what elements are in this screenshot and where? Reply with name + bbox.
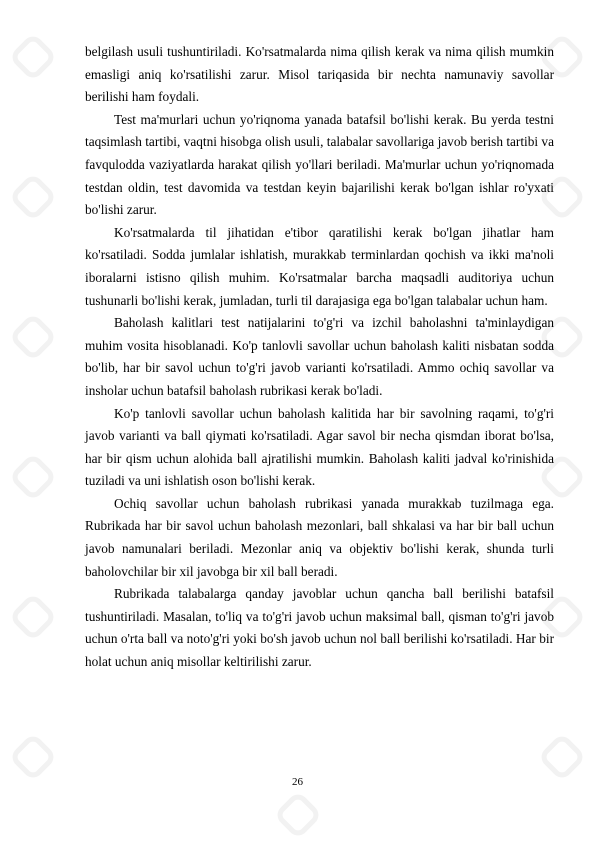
paragraph: Ko'rsatmalarda til jihatidan e'tibor qaratilishi kerak bo'lgan jihatlar ham ko'rsatiladi. Sodda jumlalar ishlatish, murakkab terminlardan qochish va ikki ma'noli iboralarni istisno qilish muhim. Ko'rsatmalar barcha maqsadli auditoriya uchun tushunarli bo'lishi kerak, jumladan, turli til darajasiga ega bo'lgan talabalar uchun ham.	[85, 224, 554, 308]
paragraph: Ko'p tanlovli savollar uchun baholash kalitida har bir savolning raqami, to'g'ri javob varianti va ball qiymati ko'rsatiladi. Agar savol bir necha qismdan iborat bo'lsa, har bir qism uchun alohida ball ajratilishi mumkin. Baholash kaliti jadval ko'rinishida tuziladi va uni ishlatish oson bo'lishi kerak.	[85, 405, 554, 489]
body-text	[85, 41, 554, 674]
paragraph: Test ma'murlari uchun yo'riqnoma yanada batafsil bo'lishi kerak. Bu yerda testni taqsimlash tartibi, vaqtni hisobga olish usuli, talabalar savollariga javob berish tartibi va favqulodda vaziyatlarda harakat qilish yo'llari beriladi. Ma'murlar uchun yo'riqnomada testdan oldin, test davomida va testdan keyin bajarilishi kerak bo'lgan ishlar ro'yxati bo'lishi zarur.	[85, 111, 554, 218]
paragraph: Baholash kalitlari test natijalarini to'g'ri va izchil baholashni ta'minlaydigan muhim vosita hisoblanadi. Ko'p tanlovli savollar uchun baholash kaliti nisbatan sodda bo'lib, har bir savol uchun to'g'ri javob varianti ko'rsatiladi. Ammo ochiq savollar va insholar uchun batafsil baholash rubrikasi kerak bo'ladi.	[85, 315, 554, 398]
page-number: 26	[292, 776, 303, 788]
paragraph: belgilash usuli tushuntiriladi. Ko'rsatmalarda nima qilish kerak va nima qilish mumkin emasligi aniq ko'rsatilishi zarur. Misol tariqasida bir nechta namunaviy savollar berilishi ham foydali.	[85, 44, 554, 105]
paragraph: Ochiq savollar uchun baholash rubrikasi yanada murakkab tuzilmaga ega. Rubrikada har bir savol uchun baholash mezonlari, ball shkalasi va har bir ball uchun javob namunalari beriladi. Mezonlar aniq va objektiv bo'lishi kerak, shunda turli baholovchilar bir xil javobga bir xil ball beradi.	[85, 495, 554, 579]
paragraph: Rubrikada talabalarga qanday javoblar uchun qancha ball berilishi batafsil tushuntiriladi. Masalan, to'liq va to'g'ri javob uchun maksimal ball, qisman to'g'ri javob uchun o'rta ball va noto'g'ri yoki bo'sh javob uchun nol ball berilishi ko'rsatiladi. Har bir holat uchun aniq misollar keltirilishi zarur.	[85, 586, 554, 670]
